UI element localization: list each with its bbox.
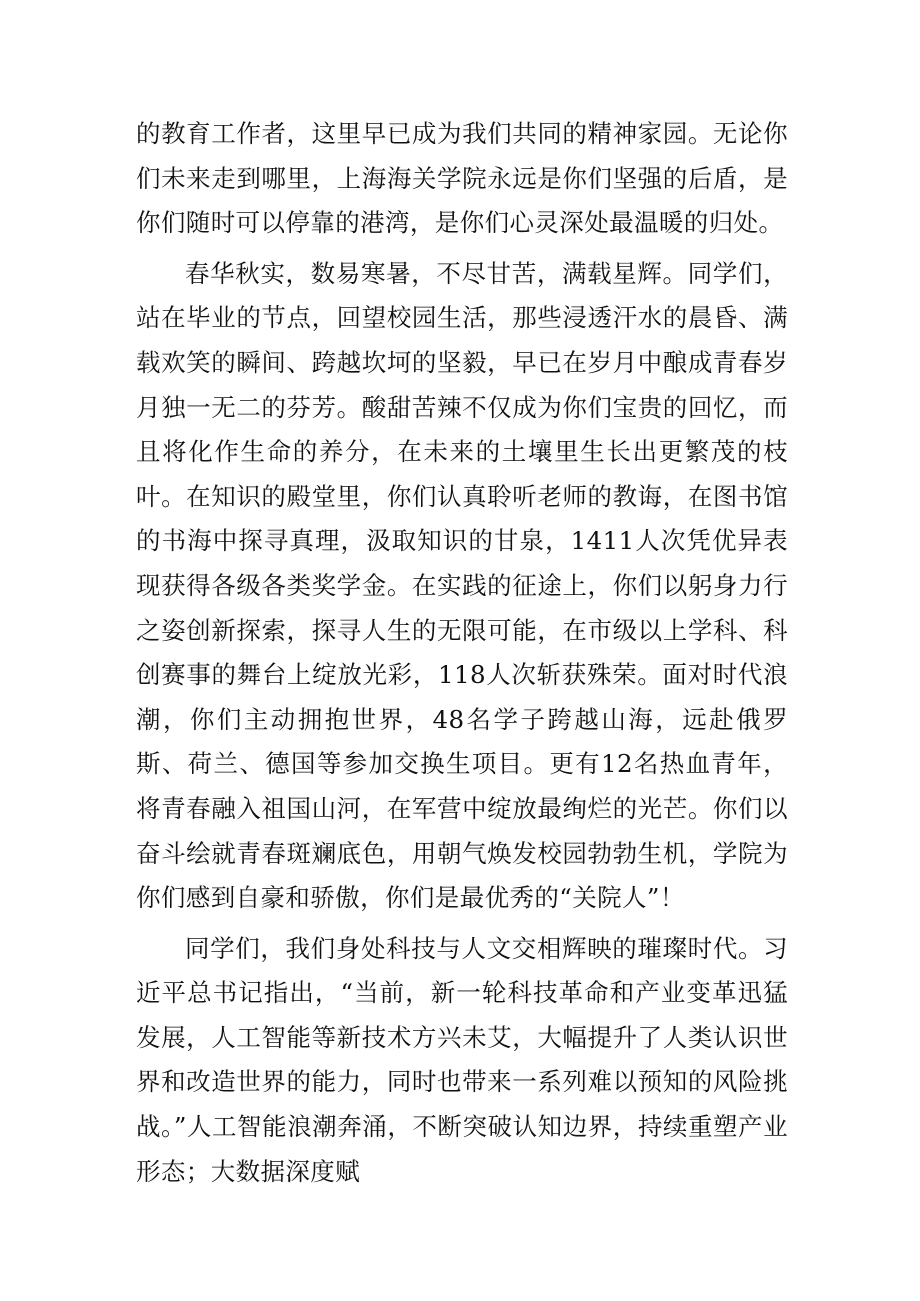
paragraph-continued: 的教育工作者，这里早已成为我们共同的精神家园。无论你们未来走到哪里，上海海关学院永远是你们坚强的后盾，是你们随时可以停靠的港湾，是你们心灵深处最温暖的归处。 xyxy=(136,119,788,238)
paragraph-technology-era: 同学们，我们身处科技与人文交相辉映的璀璨时代。习近平总书记指出，“当前，新一轮科技革命和产业变革迅猛发展，人工智能等新技术方兴未艾，大幅提升了人类认识世界和改造世界的能力，同时也带来一系列难以预知的风险挑战。”人工智能浪潮奔涌，不断突破认知边界，持续重塑产业形态；大数据深度赋 xyxy=(136,933,788,1186)
paragraph-graduation-review: 春华秋实，数易寒暑，不尽甘苦，满载星辉。同学们，站在毕业的节点，回望校园生活，那些浸透汗水的晨昏、满载欢笑的瞬间、跨越坎坷的坚毅，早已在岁月中酿成青春岁月独一无二的芬芳。酸甜苦辣不仅成为你们宝贵的回忆，而且将化作生命的养分，在未来的土壤里生长出更繁茂的枝叶。在知识的殿堂里，你们认真聆听老师的教诲，在图书馆的书海中探寻真理，汲取知识的甘泉，1411人次凭优异表现获得各级各类奖学金。在实践的征途上，你们以躬身力行之姿创新探索，探寻人生的无限可能，在市级以上学科、科创赛事的舞台上绽放光彩，118人次斩获殊荣。面对时代浪潮，你们主动拥抱世界，48名学子跨越山海，远赴俄罗斯、荷兰、德国等参加交换生项目。更有12名热血青年，将青春融入祖国山河，在军营中绽放最绚烂的光芒。你们以奋斗绘就青春斑斓底色，用朝气焕发校园勃勃生机，学院为你们感到自豪和骄傲，你们是最优秀的“关院人”！ xyxy=(136,258,788,913)
document-body xyxy=(136,112,788,1200)
